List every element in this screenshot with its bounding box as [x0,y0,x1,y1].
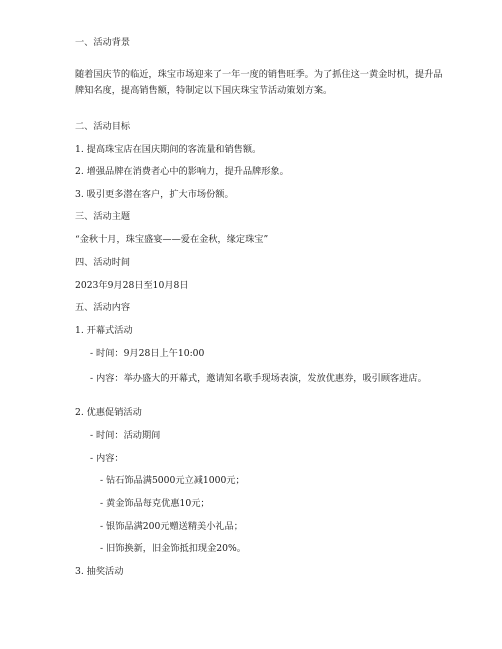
background-paragraph: 随着国庆节的临近，珠宝市场迎来了一年一度的销售旺季。为了抓住这一黄金时机，提升品牌知名度，提高销售额，特制定以下国庆珠宝节活动策划方案。 [75,69,443,96]
section-heading-theme: 三、活动主题 [75,211,131,222]
section-heading-background: 一、活动背景 [75,37,131,48]
item1-content: - 内容：举办盛大的开幕式，邀请知名歌手现场表演，发放优惠券，吸引顾客进店。 [90,373,427,384]
activity-time-text: 2023年9月28日至10月8日 [75,280,189,291]
item1-title: 1. 开幕式活动 [75,325,133,336]
goal-item-1: 1. 提高珠宝店在国庆期间的客流量和销售额。 [75,144,262,155]
theme-text: “金秋十月，珠宝盛宴——爱在金秋，缘定珠宝” [75,234,269,245]
offer-item-2: - 黄金饰品每克优惠10元； [100,498,210,509]
item2-time: - 时间：活动期间 [90,430,161,441]
item2-title: 2. 优惠促销活动 [75,407,142,418]
item2-content-label: - 内容： [90,453,124,464]
goal-item-3: 3. 吸引更多潜在客户，扩大市场份额。 [75,189,234,200]
section-heading-time: 四、活动时间 [75,257,131,268]
offer-item-3: - 银饰品满200元赠送精美小礼品； [100,521,243,532]
goal-item-2: 2. 增强品牌在消费者心中的影响力，提升品牌形象。 [75,166,289,177]
item1-time: - 时间：9月28日上午10:00 [90,348,205,359]
offer-item-1: - 钻石饰品满5000元立减1000元； [100,475,245,486]
section-heading-goals: 二、活动目标 [75,121,131,132]
offer-item-4: - 旧饰换新，旧金饰抵扣现金20%。 [100,543,246,554]
section-heading-content: 五、活动内容 [75,302,131,313]
item3-title: 3. 抽奖活动 [75,566,124,577]
